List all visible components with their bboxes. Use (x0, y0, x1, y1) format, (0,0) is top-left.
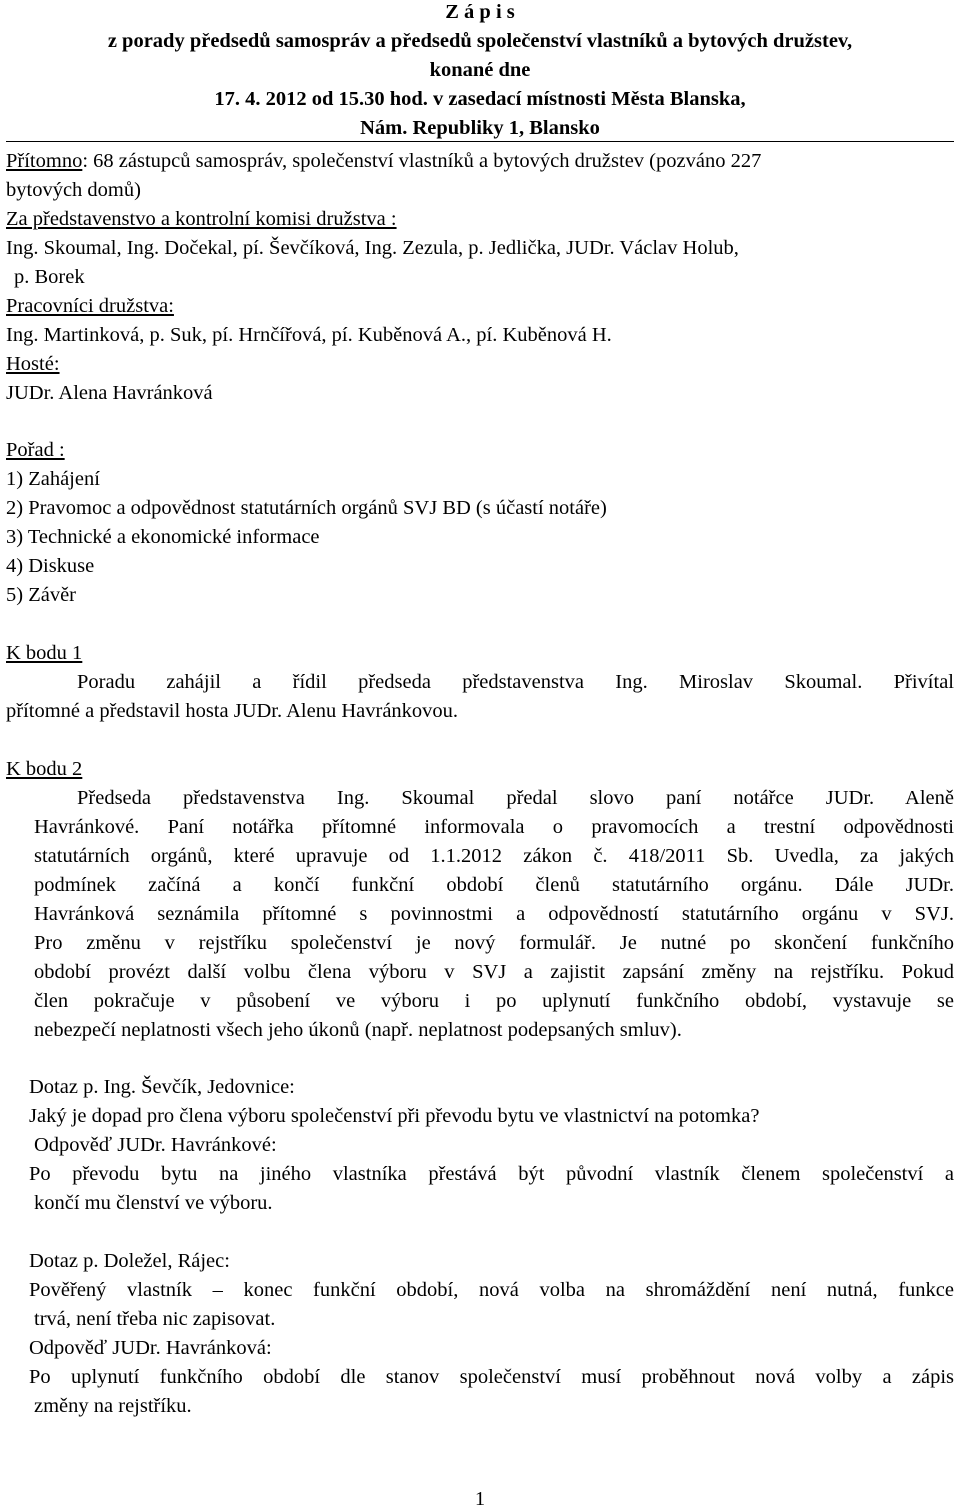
point-1-heading: K bodu 1 (6, 642, 83, 664)
board-names-line-1: Ing. Skoumal, Ing. Dočekal, pí. Ševčíková, Ing. Zezula, p. Jedlička, JUDr. Václav Holub, (6, 237, 739, 259)
point-2-line: Havránkové. Paní notářka přítomné informovala o pravomocích a trestní odpovědnosti (34, 816, 954, 838)
point-2-line: podmínek začíná a končí funkční období členů statutárního orgánu. Dále JUDr. (34, 874, 954, 896)
point-2-line: Havránková seznámila přítomné s povinnostmi a odpovědností statutárního orgánu v SVJ. (34, 903, 954, 925)
qa-1-answer-line-1: Po převodu bytu na jiného vlastníka přestává být původní vlastník členem společenství a (29, 1163, 954, 1185)
qa-2-question-line-1: Pověřený vlastník – konec funkční období, nová volba na shromáždění není nutná, funkce (29, 1279, 954, 1301)
qa-2-answer-label: Odpověď JUDr. Havránková: (29, 1337, 272, 1359)
staff-label: Pracovníci družstva: (6, 295, 174, 317)
agenda-label: Pořad : (6, 439, 65, 461)
page-number: 1 (474, 1488, 486, 1510)
qa-1-question: Jaký je dopad pro člena výboru společenství při převodu bytu ve vlastnictví na potomka? (29, 1105, 760, 1127)
present-label: Přítomno (6, 150, 83, 172)
document-subtitle-line-4: Nám. Republiky 1, Blansko (360, 117, 600, 139)
point-2-line: období provézt další volbu člena výboru v SVJ a zajistit zapsání změny na rejstříku. Pokud (34, 961, 954, 983)
point-1-line-2: přítomné a představil hosta JUDr. Alenu Havránkovou. (6, 700, 459, 722)
agenda-item: 3) Technické a ekonomické informace (6, 526, 320, 548)
guests-label: Hosté: (6, 353, 60, 375)
qa-2-question-line-2: trvá, není třeba nic zapisovat. (34, 1308, 276, 1330)
board-names-line-2: p. Borek (14, 266, 85, 288)
point-1-line-1: Poradu zahájil a řídil předseda představenstva Ing. Miroslav Skoumal. Přivítal (77, 671, 954, 693)
qa-2-answer-line-2: změny na rejstříku. (34, 1395, 192, 1417)
qa-1-answer-label: Odpověď JUDr. Havránkové: (34, 1134, 277, 1156)
agenda-item: 5) Závěr (6, 584, 76, 606)
document-subtitle-line-2: konané dne (429, 59, 531, 81)
present-text: : 68 zástupců samospráv, společenství vlastníků a bytových družstev (pozváno 227 (82, 150, 762, 172)
staff-names: Ing. Martinková, p. Suk, pí. Hrnčířová, pí. Kuběnová A., pí. Kuběnová H. (6, 324, 612, 346)
point-2-line: Předseda představenstva Ing. Skoumal předal slovo paní notářce JUDr. Aleně (77, 787, 954, 809)
document-subtitle-line-3: 17. 4. 2012 od 15.30 hod. v zasedací místnosti Města Blanska, (214, 88, 746, 110)
point-2-heading: K bodu 2 (6, 758, 83, 780)
guests-names: JUDr. Alena Havránková (6, 382, 213, 404)
document-title: Z á p i s (445, 1, 515, 23)
qa-1-question-label: Dotaz p. Ing. Ševčík, Jedovnice: (29, 1076, 295, 1098)
qa-1-answer-line-2: končí mu členství ve výboru. (34, 1192, 273, 1214)
present-line-2: bytových domů) (6, 179, 141, 201)
header-divider (6, 141, 954, 142)
board-label: Za představenstvo a kontrolní komisi družstva : (6, 208, 397, 230)
agenda-item: 1) Zahájení (6, 468, 100, 490)
present-line (6, 151, 761, 172)
agenda-item: 4) Diskuse (6, 555, 95, 577)
point-2-line: statutárních orgánů, které upravuje od 1.1.2012 zákon č. 418/2011 Sb. Uvedla, za jakých (34, 845, 954, 867)
point-2-line: Pro změnu v rejstříku společenství je nový formulář. Je nutné po skončení funkčního (34, 932, 954, 954)
agenda-item: 2) Pravomoc a odpovědnost statutárních orgánů SVJ BD (s účastí notáře) (6, 497, 607, 519)
qa-2-question-label: Dotaz p. Doležel, Rájec: (29, 1250, 230, 1272)
qa-2-answer-line-1: Po uplynutí funkčního období dle stanov společenství musí proběhnout nová volby a zápis (29, 1366, 954, 1388)
document-subtitle-line-1: z porady předsedů samospráv a předsedů společenství vlastníků a bytových družstev, (107, 30, 853, 52)
point-2-line: nebezpečí neplatnosti všech jeho úkonů (např. neplatnost podepsaných smluv). (34, 1019, 682, 1041)
point-2-line: člen pokračuje v působení ve výboru i po uplynutí funkčního období, vystavuje se (34, 990, 954, 1012)
